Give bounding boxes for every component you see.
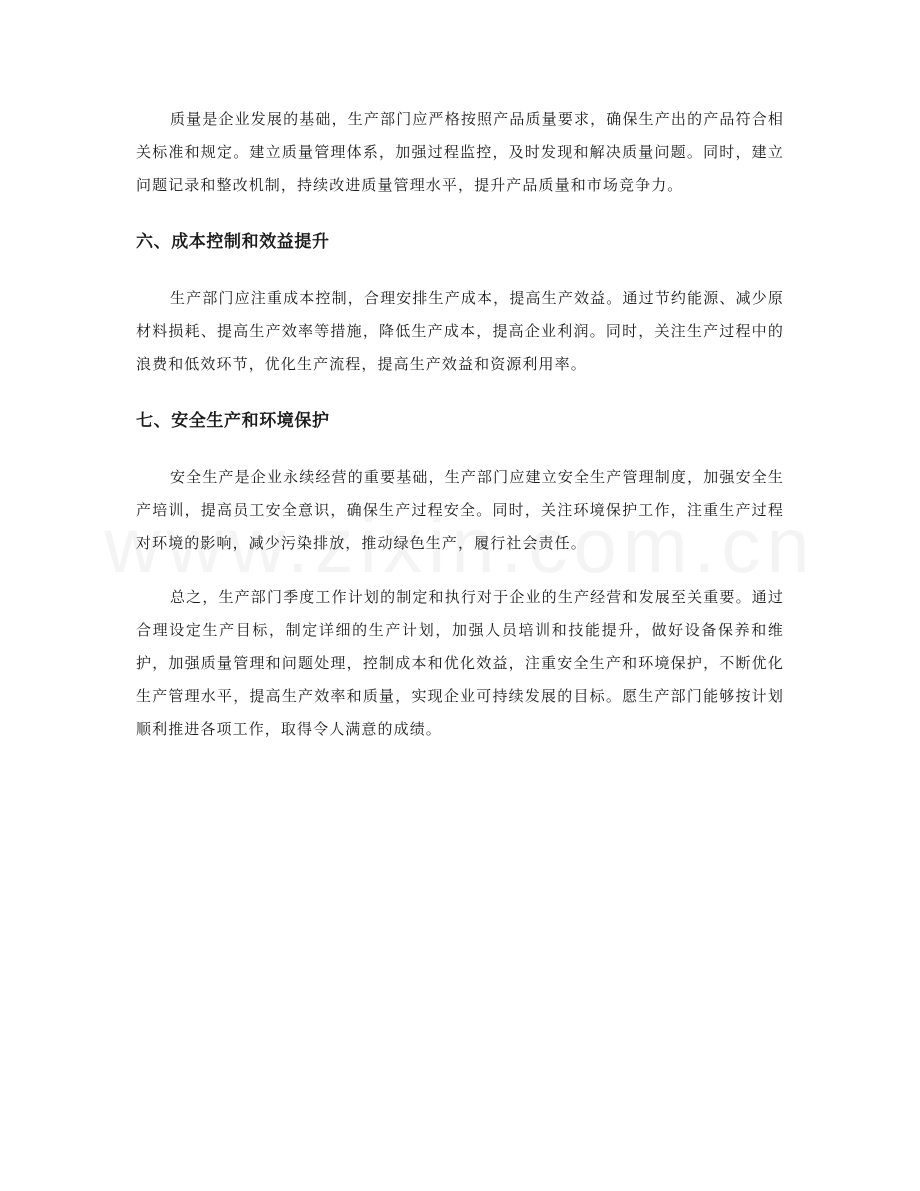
- spacer: [136, 560, 784, 581]
- spacer: [136, 202, 784, 226]
- section-heading-safety-environment: 七、安全生产和环境保护: [136, 411, 330, 431]
- conclusion-paragraph: 总之，生产部门季度工作计划的制定和执行对于企业的生产经营和发展至关重要。通过合理设定生产目标，制定详细的生产计划，加强人员培训和技能提升，做好设备保养和维护，加强质量管理和问题处理，控制成本和优化效益，注重安全生产和环境保护，不断优化生产管理水平，提高生产效率和质量，实现企业可持续发展的目标。愿生产部门能够按计划顺利推进各项工作，取得令人满意的成绩。: [136, 588, 784, 738]
- spacer: [136, 259, 784, 282]
- spacer: [136, 381, 784, 405]
- section-paragraph-safety-environment: 安全生产是企业永续经营的重要基础，生产部门应建立安全生产管理制度，加强安全生产培训，提高员工安全意识，确保生产过程安全。同时，关注环境保护工作，注重生产过程对环境的影响，减少污染排放，推动绿色生产，履行社会责任。: [136, 468, 784, 552]
- section-paragraph-cost-control: 生产部门应注重成本控制，合理安排生产成本，提高生产效益。通过节约能源、减少原材料损耗、提高生产效率等措施，降低生产成本，提高企业利润。同时，关注生产过程中的浪费和低效环节，优化生产流程，提高生产效益和资源利用率。: [136, 289, 784, 373]
- intro-paragraph: 质量是企业发展的基础，生产部门应严格按照产品质量要求，确保生产出的产品符合相关标准和规定。建立质量管理体系，加强过程监控，及时发现和解决质量问题。同时，建立问题记录和整改机制，持续改进质量管理水平，提升产品质量和市场竞争力。: [136, 110, 784, 194]
- spacer: [136, 438, 784, 461]
- document-body: [136, 103, 784, 746]
- section-heading-cost-control: 六、成本控制和效益提升: [136, 232, 330, 252]
